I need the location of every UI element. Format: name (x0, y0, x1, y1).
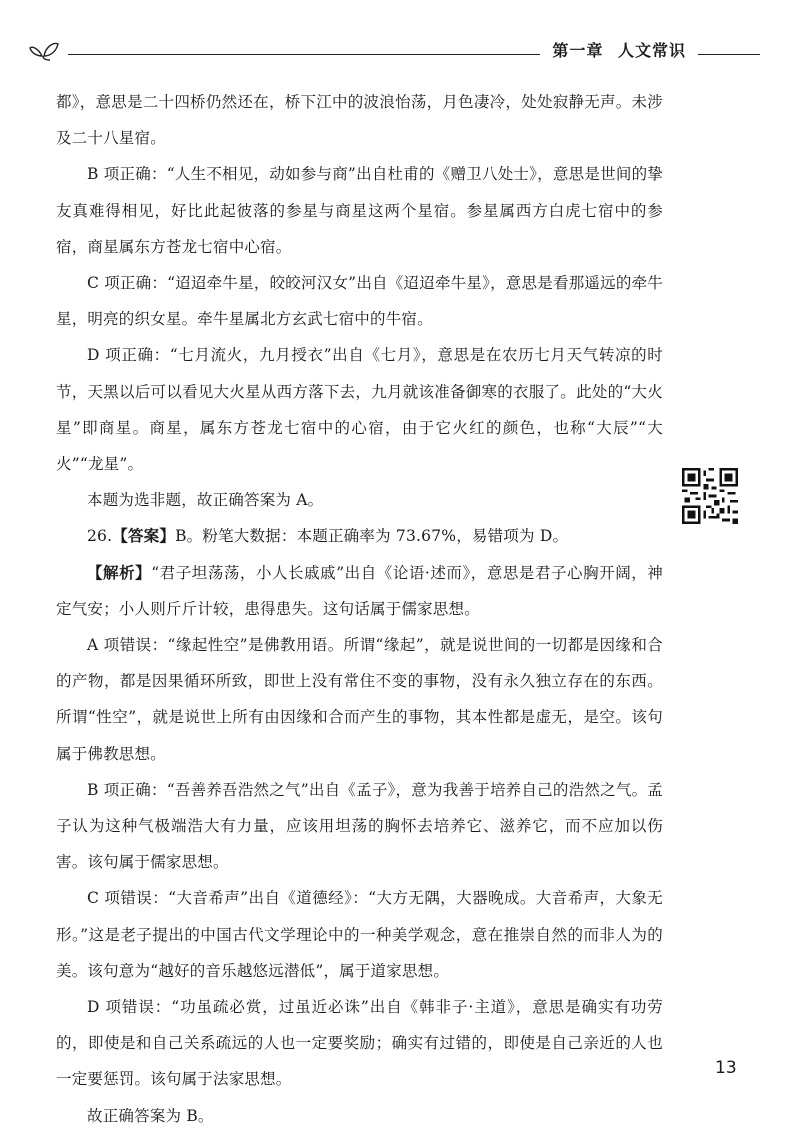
paragraph: D 项正确：“七月流火，九月授衣”出自《七月》，意思是在农历七月天气转凉的时节，天黑以后可以看见大火星从西方落下去，九月就该准备御寒的衣服了。此处的“大火星”即商星。商星，属东方苍龙七宿中的心宿，由于它火红的颜色，也称“大辰”“大火”“龙星”。 (56, 346, 663, 474)
chapter-section: 人文常识 (617, 41, 686, 60)
paragraph: 都》，意思是二十四桥仍然还在，桥下江中的波浪怡荡，月色凄冷，处处寂静无声。未涉及二十八星宿。 (56, 93, 663, 148)
paragraph: C 项错误：“大音希声”出自《道德经》：“大方无隅，大器晚成。大音希声，大象无形。”这是老子提出的中国古代文学理论中的一种美学观念，意在推崇自然的而非人为的美。该句意为“越好的音乐越悠远潜低”，属于道家思想。 (56, 889, 663, 980)
paragraph: 故正确答案为 B。 (87, 1106, 214, 1125)
sprout-icon (28, 34, 70, 62)
chapter-number: 第一章 (552, 41, 604, 60)
answer-paragraph (56, 518, 663, 554)
paragraph: D 项错误：“功虽疏必赏，过虽近必诛”出自《韩非子·主道》，意思是确实有功劳的，即使是和自己关系疏远的人也一定要奖励；确实有过错的，即使是自己亲近的人也一定要惩罚。该句属于法家思想。 (56, 998, 663, 1089)
paragraph: A 项错误：“缘起性空”是佛教用语。所谓“缘起”，就是说世间的一切都是因缘和合的产物，都是因果循环所致，即世上没有常住不变的事物，没有永久独立存在的东西。所谓“性空”，就是说世上所有由因缘和合而产生的事物，其本性都是虚无，是空。该句属于佛教思想。 (56, 636, 663, 763)
paragraph: 本题为选非题，故正确答案为 A。 (87, 491, 324, 510)
answer-label: 【答案】 (112, 527, 176, 546)
page-header (28, 30, 760, 64)
paragraph: B 项正确：“吾善养吾浩然之气”出自《孟子》，意为我善于培养自己的浩然之气。孟子认为这种气极端浩大有力量，应该用坦荡的胸怀去培养它、滋养它，而不应加以伤害。该句属于儒家思想。 (56, 780, 663, 872)
page-body (56, 84, 663, 1134)
page-number: 13 (715, 1058, 737, 1078)
chapter-title (540, 38, 698, 61)
paragraph: C 项正确：“迢迢牵牛星，皎皎河汉女”出自《迢迢牵牛星》，意思是看那遥远的牵牛星，明亮的织女星。牵牛星属北方玄武七宿中的牛宿。 (56, 274, 663, 329)
qr-code-icon (682, 468, 738, 524)
question-number: 26. (87, 527, 113, 546)
analysis-label: 【解析】 (87, 563, 152, 582)
analysis-text: “君子坦荡荡，小人长戚戚”出自《论语·述而》，意思是君子心胸开阔，神定气安；小人则斤斤计较，患得患失。这句话属于儒家思想。 (56, 563, 663, 618)
analysis-paragraph (56, 555, 663, 627)
paragraph: B 项正确：“人生不相见，动如参与商”出自杜甫的《赠卫八处士》，意思是世间的挚友真难得相见，好比此起彼落的参星与商星这两个星宿。参星属西方白虎七宿中的参宿，商星属东方苍龙七宿中心宿。 (56, 165, 663, 256)
answer-text: B。粉笔大数据：本题正确率为 73.67%，易错项为 D。 (175, 527, 569, 546)
